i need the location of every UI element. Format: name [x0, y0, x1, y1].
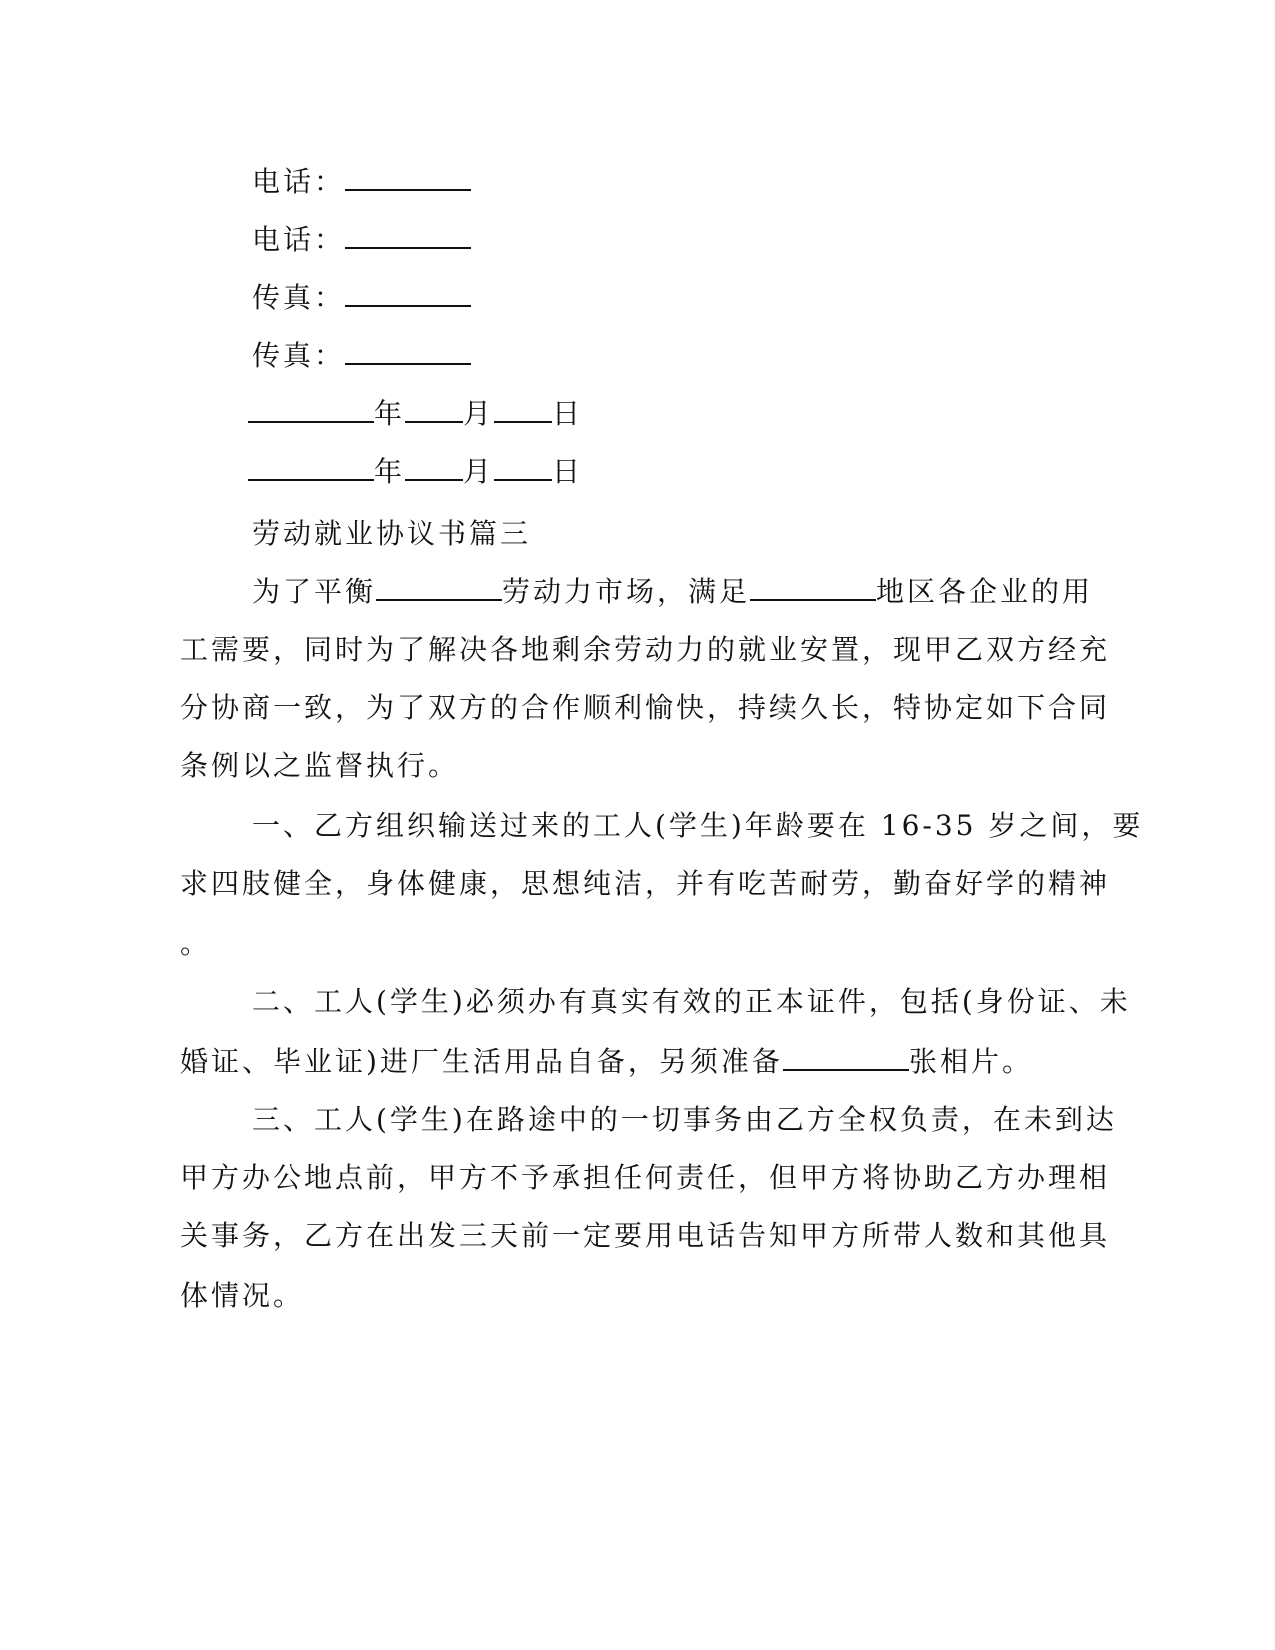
- clause2-line-2: [180, 1044, 1033, 1080]
- blank-line: [494, 455, 552, 481]
- blank-line: [405, 455, 463, 481]
- fax-label: 传真：: [252, 339, 346, 372]
- year-label: 年: [374, 397, 406, 430]
- intro-line-1: [252, 574, 1093, 610]
- date-line-2: [248, 454, 583, 490]
- clause3-line-4: 体情况。: [180, 1279, 305, 1312]
- blank-line: [248, 397, 374, 423]
- day-label: 日: [552, 397, 584, 430]
- phone-line-2: [252, 222, 471, 258]
- clause3-line-1: 三、工人(学生)在路途中的一切事务由乙方全权负责，在未到达: [252, 1103, 1117, 1136]
- blank-line: [376, 575, 502, 601]
- phone-line-1: [252, 164, 471, 200]
- month-label: 月: [463, 455, 495, 488]
- blank-line: [783, 1045, 909, 1071]
- clause3-line-2: 甲方办公地点前，甲方不予承担任何责任，但甲方将协助乙方办理相: [180, 1161, 1111, 1194]
- clause3-line-3: 关事务，乙方在出发三天前一定要用电话告知甲方所带人数和其他具: [180, 1219, 1111, 1252]
- year-label: 年: [374, 455, 406, 488]
- fax-line-2: [252, 338, 471, 374]
- blank-line: [405, 397, 463, 423]
- day-label: 日: [552, 455, 584, 488]
- blank-line: [345, 339, 471, 365]
- fax-label: 传真：: [252, 281, 346, 314]
- text-span: 地区各企业的用: [876, 575, 1094, 608]
- month-label: 月: [463, 397, 495, 430]
- clause2-line-1: 二、工人(学生)必须办有真实有效的正本证件，包括(身份证、未: [252, 985, 1131, 1018]
- blank-line: [494, 397, 552, 423]
- text-span: 为了平衡: [252, 575, 377, 608]
- text-span: 婚证、毕业证)进厂生活用品自备，另须准备: [180, 1045, 783, 1078]
- clause1-line-3: 。: [180, 927, 212, 960]
- fax-line-1: [252, 280, 471, 316]
- section-title: 劳动就业协议书篇三: [252, 517, 532, 550]
- blank-line: [345, 165, 471, 191]
- intro-line-3: 分协商一致，为了双方的合作顺利愉快，持续久长，特协定如下合同: [180, 691, 1111, 724]
- blank-line: [345, 281, 471, 307]
- blank-line: [750, 575, 876, 601]
- blank-line: [345, 223, 471, 249]
- date-line-1: [248, 396, 583, 432]
- clause1-line-1: 一、乙方组织输送过来的工人(学生)年龄要在 16-35 岁之间，要: [252, 809, 1144, 842]
- text-span: 张相片。: [908, 1045, 1033, 1078]
- phone-label: 电话：: [252, 223, 346, 256]
- text-span: 劳动力市场，满足: [502, 575, 751, 608]
- intro-line-4: 条例以之监督执行。: [180, 749, 460, 782]
- blank-line: [248, 455, 374, 481]
- clause1-line-2: 求四肢健全，身体健康，思想纯洁，并有吃苦耐劳，勤奋好学的精神: [180, 867, 1111, 900]
- intro-line-2: 工需要，同时为了解决各地剩余劳动力的就业安置，现甲乙双方经充: [180, 633, 1111, 666]
- phone-label: 电话：: [252, 165, 346, 198]
